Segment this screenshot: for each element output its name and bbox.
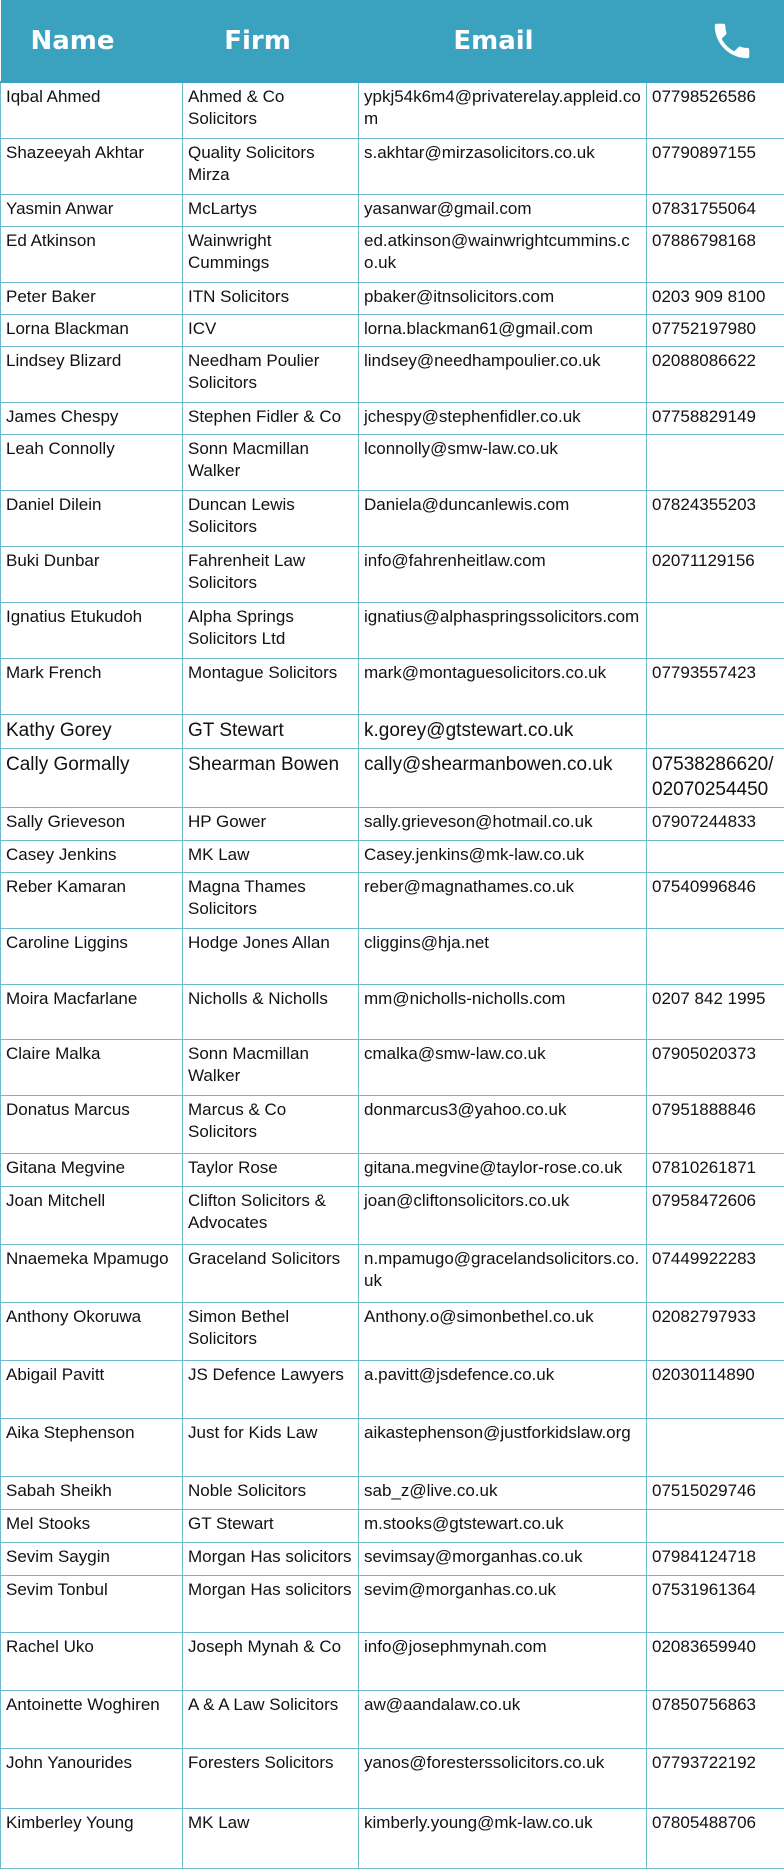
- contact-name: Sevim Saygin: [1, 1542, 183, 1575]
- header-row: [1, 0, 784, 82]
- table-row: [1, 658, 784, 714]
- phone-number: 07793557423: [647, 658, 784, 714]
- contact-name: Reber Kamaran: [1, 872, 183, 928]
- email-address: ypkj54k6m4@privaterelay.appleid.com: [359, 82, 647, 138]
- contact-name: Lorna Blackman: [1, 314, 183, 346]
- email-address: Anthony.o@simonbethel.co.uk: [359, 1302, 647, 1360]
- firm-name: Alpha Springs Solicitors Ltd: [183, 602, 359, 658]
- table-row: [1, 194, 784, 226]
- phone-number: 07951888846: [647, 1095, 784, 1153]
- contact-name: Gitana Megvine: [1, 1153, 183, 1186]
- email-address: cally@shearmanbowen.co.uk: [359, 748, 647, 807]
- email-address: donmarcus3@yahoo.co.uk: [359, 1095, 647, 1153]
- phone-number: 07531961364: [647, 1575, 784, 1632]
- phone-number: [647, 1418, 784, 1476]
- phone-number: 07538286620/ 02070254450: [647, 748, 784, 807]
- table-row: [1, 546, 784, 602]
- phone-number: 0203 909 8100: [647, 282, 784, 314]
- firm-name: Shearman Bowen: [183, 748, 359, 807]
- table-row: [1, 226, 784, 282]
- email-address: m.stooks@gtstewart.co.uk: [359, 1509, 647, 1542]
- phone-icon: [709, 18, 755, 64]
- firm-name: Stephen Fidler & Co: [183, 402, 359, 434]
- phone-number: 07824355203: [647, 490, 784, 546]
- firm-name: Fahrenheit Law Solicitors: [183, 546, 359, 602]
- table-row: [1, 490, 784, 546]
- email-address: aw@aandalaw.co.uk: [359, 1690, 647, 1748]
- firm-name: Morgan Has solicitors: [183, 1575, 359, 1632]
- email-address: mm@nicholls-nicholls.com: [359, 984, 647, 1039]
- contact-name: Kathy Gorey: [1, 714, 183, 748]
- contact-name: Rachel Uko: [1, 1632, 183, 1690]
- table-row: [1, 714, 784, 748]
- table-row: [1, 402, 784, 434]
- table-row: [1, 602, 784, 658]
- table-row: [1, 138, 784, 194]
- firm-name: Magna Thames Solicitors: [183, 872, 359, 928]
- email-address: info@josephmynah.com: [359, 1632, 647, 1690]
- firm-name: Joseph Mynah & Co: [183, 1632, 359, 1690]
- table-row: [1, 434, 784, 490]
- firm-name: McLartys: [183, 194, 359, 226]
- phone-number: 02071129156: [647, 546, 784, 602]
- email-address: Casey.jenkins@mk-law.co.uk: [359, 840, 647, 872]
- table-row: [1, 840, 784, 872]
- phone-number: 07958472606: [647, 1186, 784, 1244]
- firm-name: Sonn Macmillan Walker: [183, 434, 359, 490]
- email-address: Daniela@duncanlewis.com: [359, 490, 647, 546]
- firm-name: A & A Law Solicitors: [183, 1690, 359, 1748]
- phone-number: 07810261871: [647, 1153, 784, 1186]
- firm-name: Nicholls & Nicholls: [183, 984, 359, 1039]
- contact-name: Caroline Liggins: [1, 928, 183, 984]
- contact-name: Yasmin Anwar: [1, 194, 183, 226]
- contact-name: John Yanourides: [1, 1748, 183, 1808]
- email-address: mark@montaguesolicitors.co.uk: [359, 658, 647, 714]
- firm-name: GT Stewart: [183, 714, 359, 748]
- table-row: [1, 1808, 784, 1868]
- phone-number: 07540996846: [647, 872, 784, 928]
- firm-name: Duncan Lewis Solicitors: [183, 490, 359, 546]
- table-body: [1, 82, 784, 1868]
- email-address: joan@cliftonsolicitors.co.uk: [359, 1186, 647, 1244]
- email-address: lorna.blackman61@gmail.com: [359, 314, 647, 346]
- table-row: [1, 807, 784, 840]
- phone-number: 07984124718: [647, 1542, 784, 1575]
- table-row: [1, 1748, 784, 1808]
- table-row: [1, 928, 784, 984]
- phone-number: [647, 434, 784, 490]
- phone-number: 02030114890: [647, 1360, 784, 1418]
- contact-name: Sally Grieveson: [1, 807, 183, 840]
- table-row: [1, 1575, 784, 1632]
- phone-column-header: [647, 0, 784, 82]
- firm-name: Ahmed & Co Solicitors: [183, 82, 359, 138]
- email-address: a.pavitt@jsdefence.co.uk: [359, 1360, 647, 1418]
- firm-name: Just for Kids Law: [183, 1418, 359, 1476]
- contact-name: Claire Malka: [1, 1039, 183, 1095]
- table-row: [1, 1476, 784, 1509]
- phone-number: 02083659940: [647, 1632, 784, 1690]
- contact-name: Antoinette Woghiren: [1, 1690, 183, 1748]
- contact-name: Aika Stephenson: [1, 1418, 183, 1476]
- table-row: [1, 1186, 784, 1244]
- phone-number: [647, 714, 784, 748]
- table-row: [1, 1244, 784, 1302]
- email-address: yasanwar@gmail.com: [359, 194, 647, 226]
- table-row: [1, 872, 784, 928]
- table-row: [1, 346, 784, 402]
- phone-number: 07798526586: [647, 82, 784, 138]
- email-address: sab_z@live.co.uk: [359, 1476, 647, 1509]
- contact-name: Buki Dunbar: [1, 546, 183, 602]
- email-address: sevim@morganhas.co.uk: [359, 1575, 647, 1632]
- email-address: lconnolly@smw-law.co.uk: [359, 434, 647, 490]
- table-row: [1, 1542, 784, 1575]
- email-address: pbaker@itnsolicitors.com: [359, 282, 647, 314]
- table-row: [1, 82, 784, 138]
- firm-name: Taylor Rose: [183, 1153, 359, 1186]
- phone-number: 07905020373: [647, 1039, 784, 1095]
- contact-name: Mel Stooks: [1, 1509, 183, 1542]
- contact-name: Shazeeyah Akhtar: [1, 138, 183, 194]
- table-row: [1, 282, 784, 314]
- table-row: [1, 1690, 784, 1748]
- email-address: cliggins@hja.net: [359, 928, 647, 984]
- phone-number: 07515029746: [647, 1476, 784, 1509]
- phone-number: [647, 602, 784, 658]
- table-header: [1, 0, 784, 82]
- contact-name: Joan Mitchell: [1, 1186, 183, 1244]
- firm-name: ICV: [183, 314, 359, 346]
- phone-number: [647, 1509, 784, 1542]
- firm-name: Foresters Solicitors: [183, 1748, 359, 1808]
- email-address: s.akhtar@mirzasolicitors.co.uk: [359, 138, 647, 194]
- contact-name: James Chespy: [1, 402, 183, 434]
- email-address: n.mpamugo@gracelandsolicitors.co.uk: [359, 1244, 647, 1302]
- contact-name: Ignatius Etukudoh: [1, 602, 183, 658]
- contact-name: Nnaemeka Mpamugo: [1, 1244, 183, 1302]
- firm-name: Clifton Solicitors & Advocates: [183, 1186, 359, 1244]
- phone-number: 07850756863: [647, 1690, 784, 1748]
- contact-name: Donatus Marcus: [1, 1095, 183, 1153]
- email-address: ignatius@alphaspringssolicitors.com: [359, 602, 647, 658]
- firm-name: Wainwright Cummings: [183, 226, 359, 282]
- contact-name: Peter Baker: [1, 282, 183, 314]
- table-row: [1, 1418, 784, 1476]
- email-address: yanos@foresterssolicitors.co.uk: [359, 1748, 647, 1808]
- table-row: [1, 1302, 784, 1360]
- phone-number: [647, 840, 784, 872]
- table-row: [1, 314, 784, 346]
- firm-name: HP Gower: [183, 807, 359, 840]
- email-address: sevimsay@morganhas.co.uk: [359, 1542, 647, 1575]
- firm-name: JS Defence Lawyers: [183, 1360, 359, 1418]
- firm-name: Noble Solicitors: [183, 1476, 359, 1509]
- contact-name: Ed Atkinson: [1, 226, 183, 282]
- email-address: k.gorey@gtstewart.co.uk: [359, 714, 647, 748]
- contact-name: Lindsey Blizard: [1, 346, 183, 402]
- table-row: [1, 1095, 784, 1153]
- contact-name: Iqbal Ahmed: [1, 82, 183, 138]
- table-row: [1, 1153, 784, 1186]
- phone-number: 07886798168: [647, 226, 784, 282]
- phone-number: 07793722192: [647, 1748, 784, 1808]
- contact-name: Leah Connolly: [1, 434, 183, 490]
- firm-name: Marcus & Co Solicitors: [183, 1095, 359, 1153]
- email-address: aikastephenson@justforkidslaw.org: [359, 1418, 647, 1476]
- email-address: lindsey@needhampoulier.co.uk: [359, 346, 647, 402]
- contact-name: Cally Gormally: [1, 748, 183, 807]
- firm-name: Morgan Has solicitors: [183, 1542, 359, 1575]
- firm-name: ITN Solicitors: [183, 282, 359, 314]
- contact-name: Sabah Sheikh: [1, 1476, 183, 1509]
- contact-name: Moira Macfarlane: [1, 984, 183, 1039]
- email-address: cmalka@smw-law.co.uk: [359, 1039, 647, 1095]
- phone-number: 0207 842 1995: [647, 984, 784, 1039]
- table-row: [1, 1632, 784, 1690]
- firm-name: MK Law: [183, 840, 359, 872]
- email-address: gitana.megvine@taylor-rose.co.uk: [359, 1153, 647, 1186]
- firm-name: Montague Solicitors: [183, 658, 359, 714]
- contact-name: Anthony Okoruwa: [1, 1302, 183, 1360]
- firm-name: Needham Poulier Solicitors: [183, 346, 359, 402]
- contact-name: Kimberley Young: [1, 1808, 183, 1868]
- table-row: [1, 984, 784, 1039]
- table-row: [1, 1360, 784, 1418]
- phone-number: [647, 928, 784, 984]
- firm-name: Hodge Jones Allan: [183, 928, 359, 984]
- contact-name: Sevim Tonbul: [1, 1575, 183, 1632]
- email-address: sally.grieveson@hotmail.co.uk: [359, 807, 647, 840]
- phone-number: 07790897155: [647, 138, 784, 194]
- firm-name: Simon Bethel Solicitors: [183, 1302, 359, 1360]
- firm-name: Sonn Macmillan Walker: [183, 1039, 359, 1095]
- contact-name: Daniel Dilein: [1, 490, 183, 546]
- phone-number: 07805488706: [647, 1808, 784, 1868]
- firm-name: Quality Solicitors Mirza: [183, 138, 359, 194]
- table-row: [1, 1509, 784, 1542]
- phone-number: 07758829149: [647, 402, 784, 434]
- table-row: [1, 748, 784, 807]
- phone-number: 07907244833: [647, 807, 784, 840]
- email-column-header: Email: [359, 0, 647, 82]
- phone-number: 02082797933: [647, 1302, 784, 1360]
- contact-name: Mark French: [1, 658, 183, 714]
- firm-column-header: Firm: [183, 0, 359, 82]
- name-column-header: Name: [1, 0, 183, 82]
- table-row: [1, 1039, 784, 1095]
- firm-name: GT Stewart: [183, 1509, 359, 1542]
- email-address: info@fahrenheitlaw.com: [359, 546, 647, 602]
- email-address: ed.atkinson@wainwrightcummins.co.uk: [359, 226, 647, 282]
- firm-name: Graceland Solicitors: [183, 1244, 359, 1302]
- email-address: kimberly.young@mk-law.co.uk: [359, 1808, 647, 1868]
- phone-number: 07831755064: [647, 194, 784, 226]
- firm-name: MK Law: [183, 1808, 359, 1868]
- contact-name: Casey Jenkins: [1, 840, 183, 872]
- email-address: reber@magnathames.co.uk: [359, 872, 647, 928]
- phone-number: 07449922283: [647, 1244, 784, 1302]
- phone-number: 02088086622: [647, 346, 784, 402]
- email-address: jchespy@stephenfidler.co.uk: [359, 402, 647, 434]
- contact-name: Abigail Pavitt: [1, 1360, 183, 1418]
- phone-number: 07752197980: [647, 314, 784, 346]
